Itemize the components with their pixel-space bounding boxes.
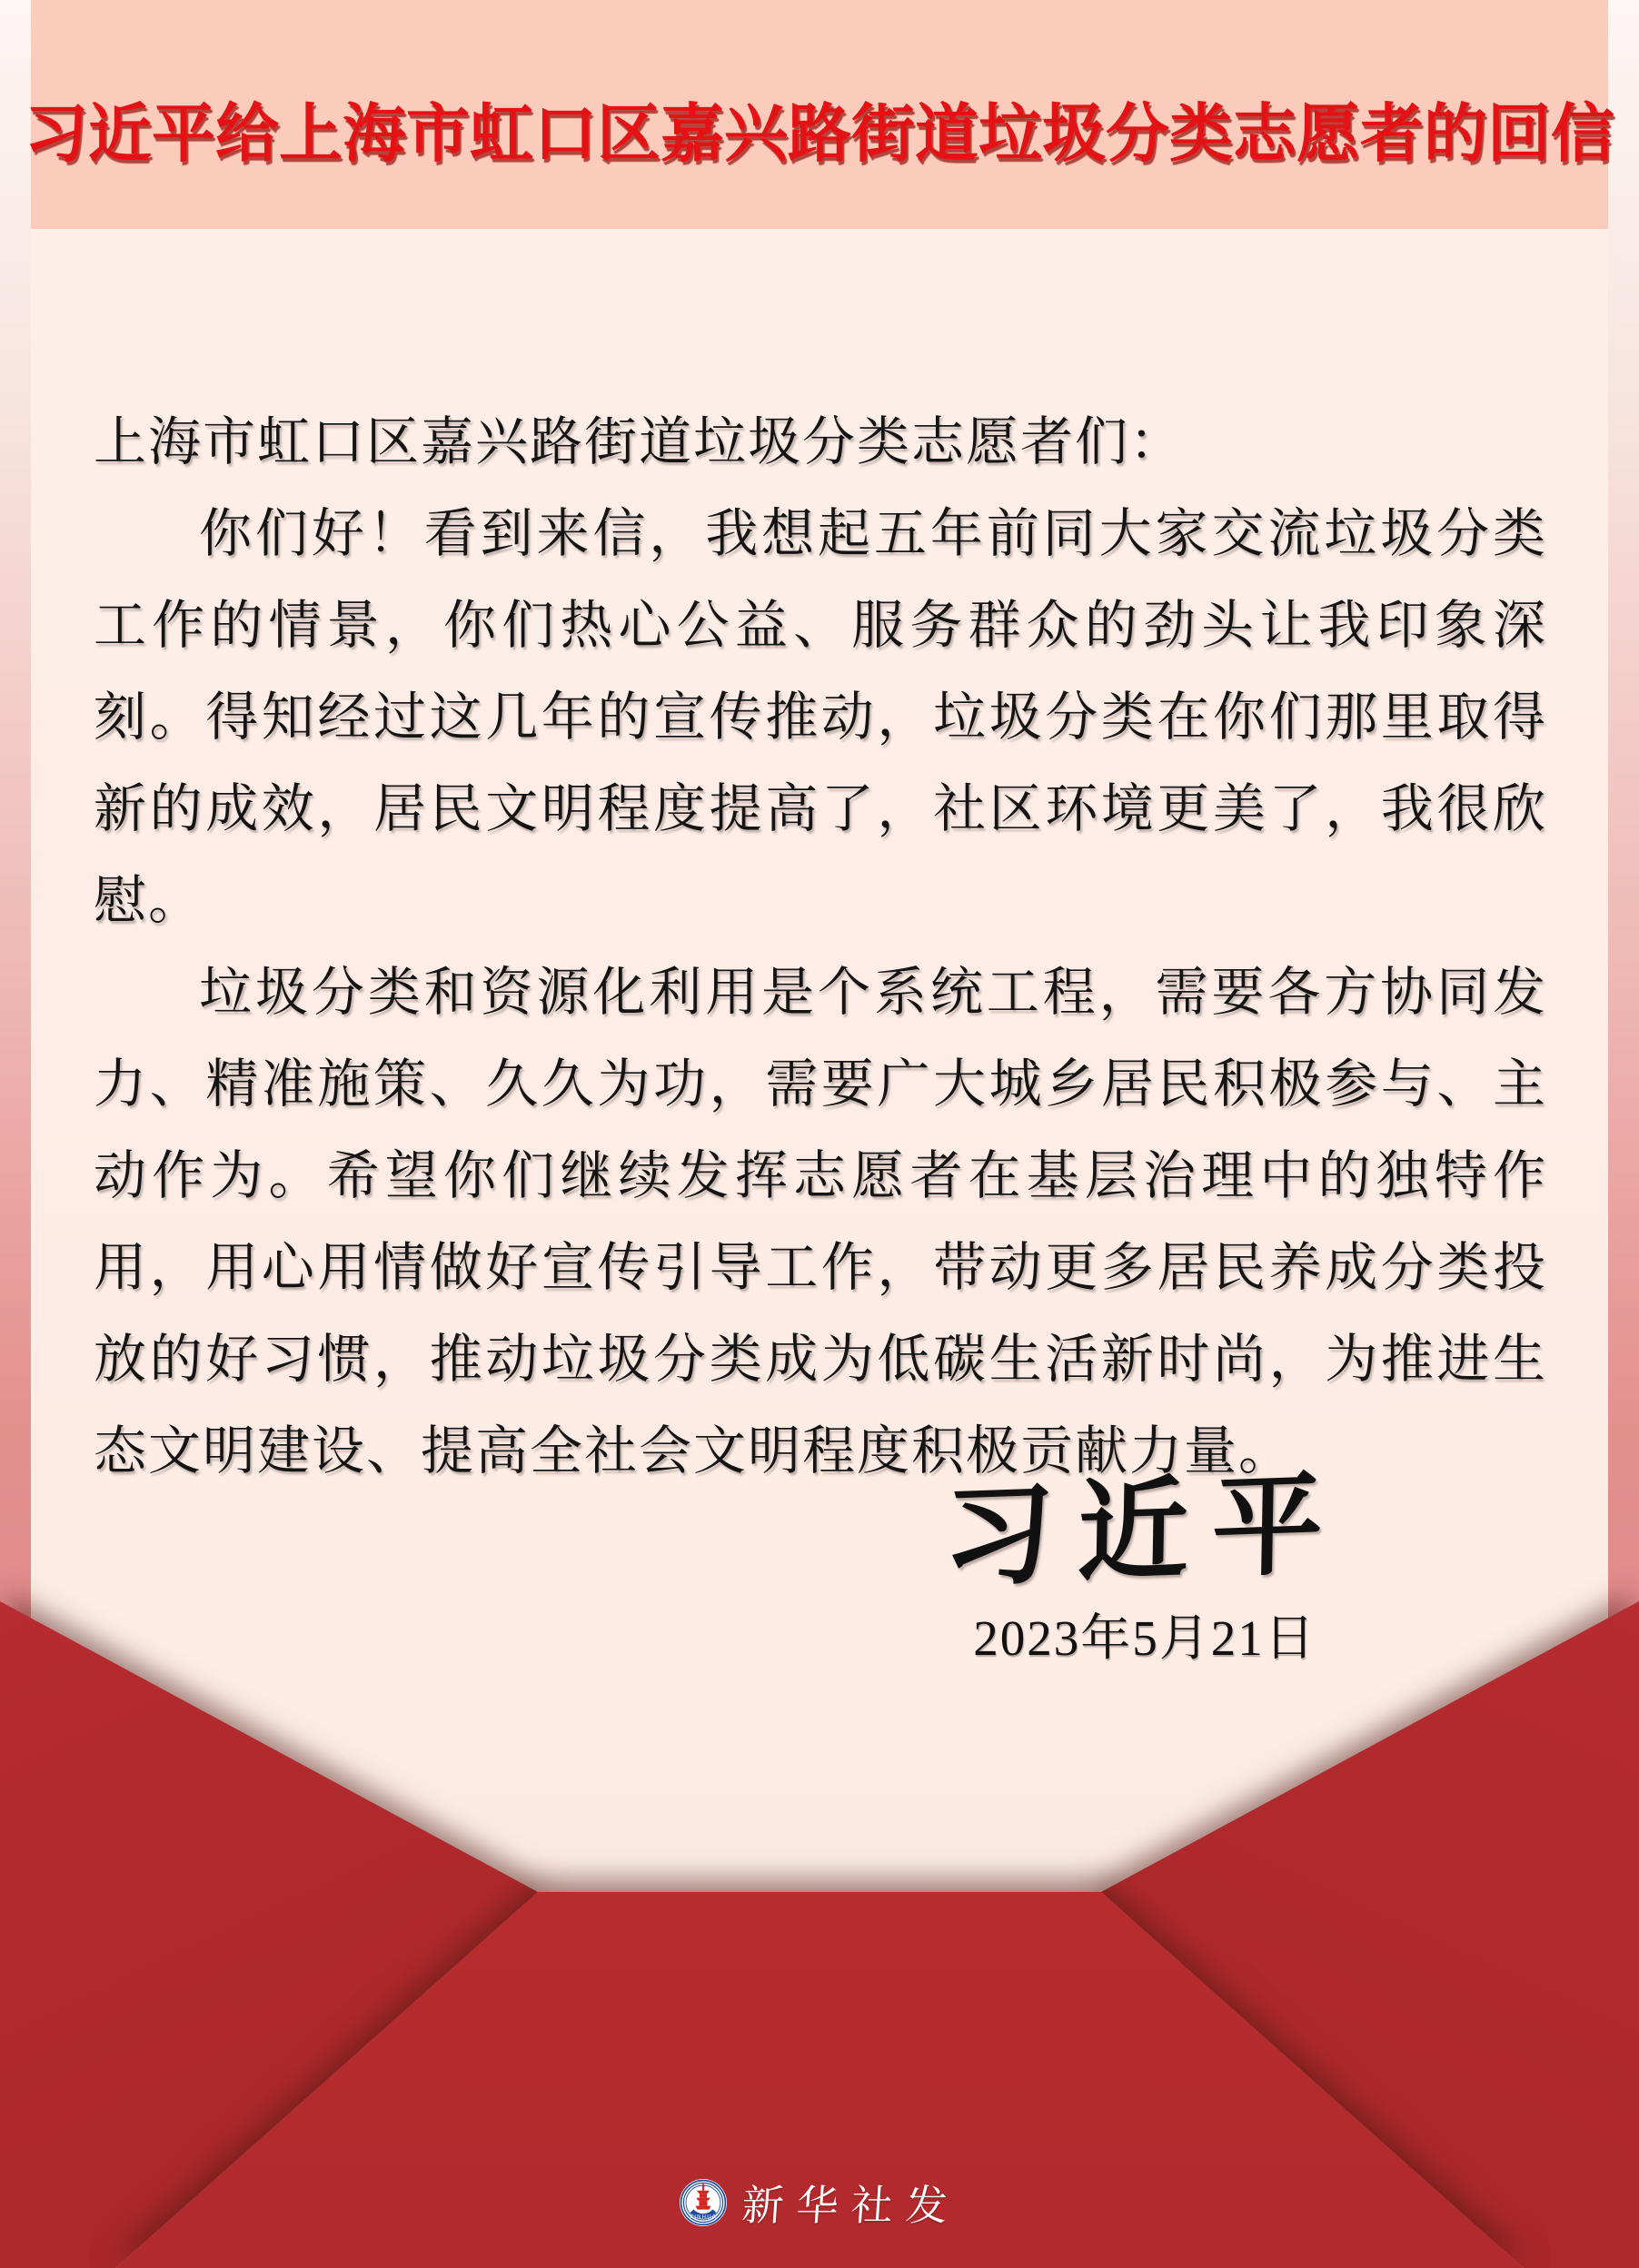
letter-salutation: 上海市虹口区嘉兴路街道垃圾分类志愿者们： [94, 412, 1185, 471]
letter-paragraph: 垃圾分类和资源化利用是个系统工程，需要各方协同发力、精准施策、久久为功，需要广大城乡居民积极参与、主动作为。希望你们继续发挥志愿者在基层治理中的独特作用，用心用情做好宣传引导工作，带动更多居民养成分类投放的好习惯，推动垃圾分类成为低碳生活新时尚，为推进生态文明建设、提高全社会文明程度积极贡献力量。 [94, 963, 1547, 1481]
signature-date: 2023年5月21日 [973, 1610, 1316, 1666]
publisher-row [0, 2173, 1639, 2233]
publisher-name: 新华社发 [740, 2183, 962, 2229]
xinhua-logo-icon [679, 2178, 728, 2227]
page-title: 习近平给上海市虹口区嘉兴路街道垃圾分类志愿者的回信 [25, 100, 1614, 170]
signature-name: 习近平 [941, 1463, 1348, 1600]
letter-paragraph: 你们好！看到来信，我想起五年前同大家交流垃圾分类工作的情景，你们热心公益、服务群众的劲头让我印象深刻。得知经过这几年的宣传推动，垃圾分类在你们那里取得新的成效，居民文明程度提高了，社区环境更美了，我很欣慰。 [94, 504, 1547, 930]
xinhua-logo-text: XINHUA [690, 2214, 717, 2221]
